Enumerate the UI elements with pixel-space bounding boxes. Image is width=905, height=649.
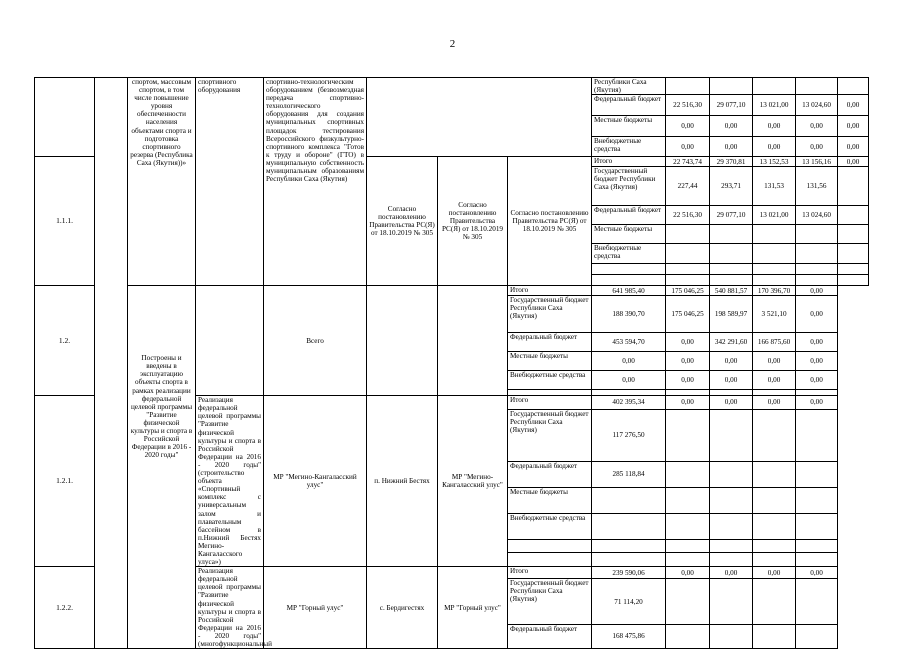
value-cell: 453 594,70 (592, 333, 666, 352)
value-cell: 22 516,30 (666, 95, 710, 116)
source-label: Федеральный бюджет (508, 624, 592, 648)
value-cell: 342 291,60 (710, 333, 753, 352)
value-cell: 540 881,57 (710, 286, 753, 296)
value-cell: 29 370,81 (710, 157, 753, 167)
value-cell: 0,00 (796, 567, 838, 579)
value-cell: 170 396,70 (753, 286, 796, 296)
value-cell: 0,00 (666, 137, 710, 157)
row-number-1-2: 1.2. (35, 286, 95, 396)
value-cell: 13 021,00 (753, 95, 796, 116)
program-description: спортом, массовым спортом, в том числе повышение уровня обеспеченности населения объектами спорта и подготовка спортивного резерва (Республика Саха (Якутия))» (128, 78, 196, 286)
source-label: Федеральный бюджет (508, 333, 592, 352)
value-cell: 0,00 (666, 352, 710, 371)
value-cell: 0,00 (710, 396, 753, 410)
value-cell: 402 395,34 (592, 396, 666, 410)
source-label: Федеральный бюджет (508, 461, 592, 487)
value-cell: 117 276,50 (592, 409, 666, 461)
value-cell: 0,00 (838, 95, 869, 116)
value-cell: 285 118,84 (592, 461, 666, 487)
value-cell: 0,00 (753, 137, 796, 157)
municipality-cell: МР "Мегино-Кангаласский улус" (438, 396, 508, 567)
value-cell: 71 114,20 (592, 579, 666, 625)
basis-cell: Согласно постановлению Правительства РС(Я) от 18.10.2019 № 305 (508, 157, 592, 286)
value-cell: 0,00 (796, 137, 838, 157)
value-cell (838, 167, 869, 206)
value-cell: 188 390,70 (592, 296, 666, 333)
page-number: 2 (449, 38, 456, 50)
value-cell: 0,00 (838, 116, 869, 137)
value-cell: 0,00 (838, 157, 869, 167)
value-cell: 0,00 (710, 352, 753, 371)
value-cell: 175 046,25 (666, 286, 710, 296)
value-cell: 0,00 (753, 567, 796, 579)
empty-merged-cell (367, 78, 592, 157)
source-label: Итого (508, 286, 592, 296)
empty-merged-cell (196, 286, 264, 396)
value-cell: 227,44 (666, 167, 710, 206)
value-cell: 0,00 (710, 567, 753, 579)
basis-cell: Согласно постановлению Правительства РС(Я) от 18.10.2019 № 305 (367, 157, 438, 286)
value-cell: 0,00 (753, 116, 796, 137)
value-cell: 0,00 (666, 116, 710, 137)
value-cell: 0,00 (796, 352, 838, 371)
source-label: Государственный бюджет Республики Саха (Якутия) (508, 579, 592, 625)
value-cell: 175 046,25 (666, 296, 710, 333)
value-cell: 13 152,53 (753, 157, 796, 167)
municipality-cell: МР "Горный улус" (264, 567, 367, 649)
row-number-1-1-1: 1.1.1. (35, 157, 95, 286)
source-label: Внебюджетные средства (592, 244, 666, 264)
source-label: Федеральный бюджет (592, 95, 666, 116)
empty-merged-cell (438, 286, 508, 396)
value-cell: 0,00 (796, 396, 838, 410)
source-label: Внебюджетные средства (508, 513, 592, 539)
value-cell: 166 875,60 (753, 333, 796, 352)
value-cell: 0,00 (796, 333, 838, 352)
value-cell: 13 024,60 (796, 95, 838, 116)
value-cell: 131,56 (796, 167, 838, 206)
source-label: Местные бюджеты (592, 116, 666, 137)
basis-cell: Согласно постановлению Правительства РС(Я) от 18.10.2019 № 305 (438, 157, 508, 286)
municipality-cell: МР "Горный улус" (438, 567, 508, 649)
source-label: Внебюджетные средства (592, 137, 666, 157)
program-table (34, 77, 869, 649)
settlement-cell: с. Бердигестях (367, 567, 438, 649)
value-cell: 0,00 (666, 333, 710, 352)
value-cell: 0,00 (666, 371, 710, 390)
value-cell: 29 077,10 (710, 95, 753, 116)
source-label: Местные бюджеты (508, 487, 592, 513)
value-cell: 239 590,06 (592, 567, 666, 579)
value-cell: 29 077,10 (710, 206, 753, 225)
value-cell: 0,00 (710, 371, 753, 390)
row-number-cell (35, 78, 95, 157)
settlement-cell: п. Нижний Бестях (367, 396, 438, 567)
value-cell: 0,00 (753, 396, 796, 410)
value-cell: 3 521,10 (753, 296, 796, 333)
source-label: Итого (508, 567, 592, 579)
value-cell: 168 475,86 (592, 624, 666, 648)
value-cell: 22 743,74 (666, 157, 710, 167)
row-number-1-2-1: 1.2.1. (35, 396, 95, 567)
measure-description: Реализация федеральной целевой программы "Развитие физической культуры и спорта в Российской Федерации на 2016 - 2020 годы" (многофункциональный (196, 567, 264, 649)
value-cell: 0,00 (753, 371, 796, 390)
source-label: Государственный бюджет Республики Саха (Якутия) (508, 296, 592, 333)
source-label: Государственный бюджет Республики Саха (Якутия) (508, 409, 592, 461)
source-label: Местные бюджеты (592, 225, 666, 244)
value-cell: 0,00 (796, 116, 838, 137)
value-cell: 198 589,97 (710, 296, 753, 333)
value-cell: 0,00 (838, 137, 869, 157)
value-cell: 13 156,16 (796, 157, 838, 167)
value-cell: 0,00 (710, 137, 753, 157)
value-cell: 0,00 (796, 286, 838, 296)
value-cell: 641 985,40 (592, 286, 666, 296)
value-cell: 293,71 (710, 167, 753, 206)
source-label: Федеральный бюджет (592, 206, 666, 225)
value-cell (838, 206, 869, 225)
value-cell: 0,00 (592, 352, 666, 371)
source-label: Итого (592, 157, 666, 167)
equipment-cell: спортивного оборудования (196, 78, 264, 286)
municipality-cell: МР "Мегино-Кангаласский улус" (264, 396, 367, 567)
value-cell: 131,53 (753, 167, 796, 206)
value-cell: 0,00 (666, 396, 710, 410)
measure-description: спортивно-технологическим оборудованием (безвозмездная передача спортивно-технологического оборудования для создания муниципальных спортивных площадок тестирования Всероссийского физкультурно-спортивного комплекса "Готов к труду и обороне" (ГТО) в муниципальную собственность муниципальным образованиям Республики Саха (Якутия) (264, 78, 367, 286)
source-label: Республики Саха (Якутия) (592, 78, 666, 95)
value-cell: 0,00 (592, 371, 666, 390)
value-cell: 13 021,00 (753, 206, 796, 225)
source-label: Внебюджетные средства (508, 371, 592, 390)
blank-column-cell (95, 78, 128, 649)
objects-description: Построены и введены в эксплуатацию объекты спорта в рамках реализации федеральной целевой программы "Развитие физической культуры и спорта в Российской Федерации в 2016 - 2020 годы" (128, 286, 196, 649)
value-cell: 0,00 (796, 371, 838, 390)
source-label: Итого (508, 396, 592, 410)
empty-merged-cell (367, 286, 438, 396)
vsego-label: Всего (264, 286, 367, 396)
source-label: Местные бюджеты (508, 352, 592, 371)
value-cell: 0,00 (710, 116, 753, 137)
measure-description: Реализация федеральной целевой программы "Развитие физической культуры и спорта в Российской Федерации на 2016 - 2020 годы" (строительство объекта «Спортивный комплекс с универсальным залом и плавательным бассейном в п.Нижний Бестях Мегино-Кангаласского улуса») (196, 396, 264, 567)
value-cell: 22 516,30 (666, 206, 710, 225)
value-cell: 0,00 (796, 296, 838, 333)
row-number-1-2-2: 1.2.2. (35, 567, 95, 649)
value-cell: 0,00 (753, 352, 796, 371)
value-cell: 13 024,60 (796, 206, 838, 225)
value-cell: 0,00 (666, 567, 710, 579)
source-label: Государственный бюджет Республики Саха (Якутия) (592, 167, 666, 206)
